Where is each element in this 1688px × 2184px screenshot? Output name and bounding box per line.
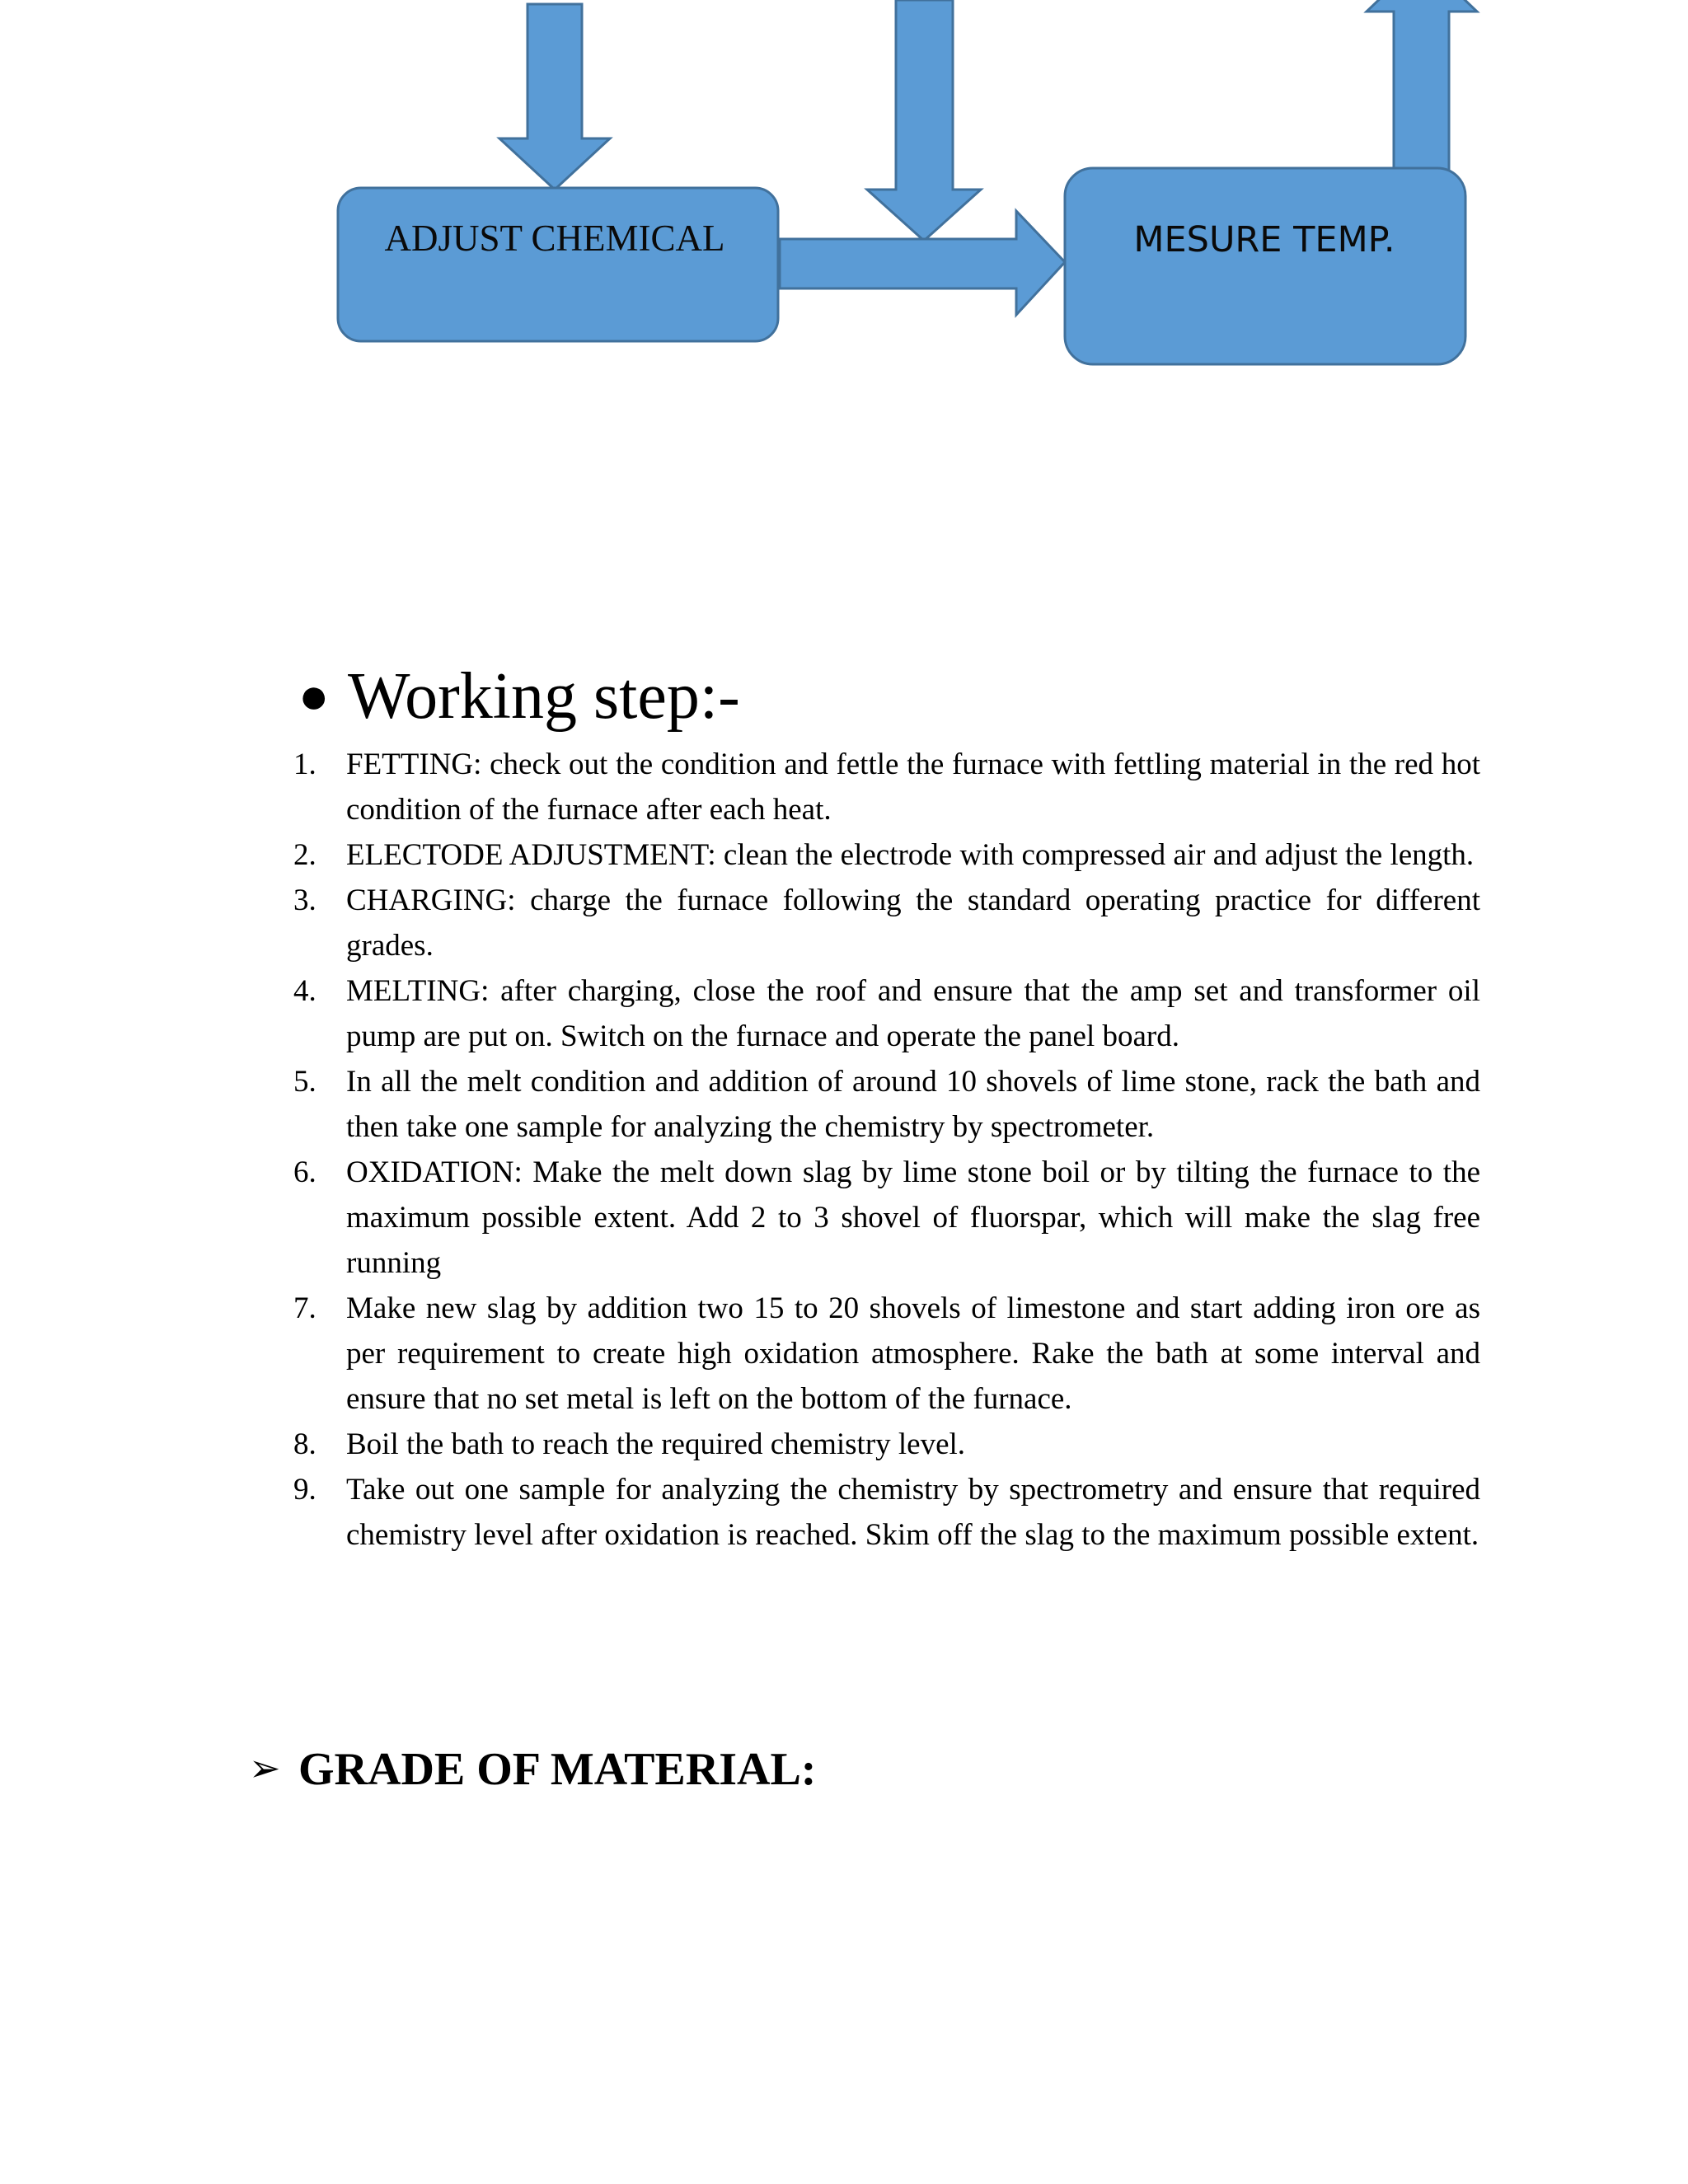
down-arrow-2 [867,0,981,241]
list-item [293,1286,1480,1422]
step-text: ELECTODE ADJUSTMENT: clean the electrode with compressed air and adjust the length. [346,838,1475,872]
step-number: 1. [293,748,316,781]
step-number: 6. [293,1155,316,1189]
step-text: OXIDATION: Make the melt down slag by lime stone boil or by tilting the furnace to the maximum possible extent. Add 2 to 3 shovel of fluorspar, which will make the slag free running [346,1155,1480,1280]
step-number: 7. [293,1291,316,1325]
step-number: 3. [293,883,316,917]
list-item [293,968,1480,1059]
list-item [293,1150,1480,1286]
steps-list [293,742,1480,1558]
step-text: Take out one sample for analyzing the chemistry by spectrometry and ensure that required chemistry level after oxidation is reached. Skim off the slag to the maximum possible extent. [346,1473,1480,1552]
step-number: 5. [293,1065,316,1099]
flowchart [0,0,1688,379]
grade-heading [249,1739,816,1798]
up-arrow [1367,0,1477,173]
bullet-icon: ● [298,668,330,724]
grade-heading-text: GRADE OF MATERIAL: [298,1744,817,1795]
step-text: FETTING: check out the condition and fettle the furnace with fettling material in the red hot condition of the furnace after each heat. [346,748,1480,827]
step-text: Boil the bath to reach the required chemistry level. [346,1427,966,1461]
list-item [293,878,1480,968]
list-item [293,1467,1480,1558]
box-measure-temp [1065,168,1465,364]
step-text: MELTING: after charging, close the roof and ensure that the amp set and transformer oil pump are put on. Switch on the furnace and operate the panel board. [346,974,1480,1053]
step-number: 4. [293,974,316,1008]
step-text: CHARGING: charge the furnace following the standard operating practice for different grades. [346,883,1480,963]
list-item [293,742,1480,832]
box-measure-temp-label: MESURE TEMP. [1133,219,1395,260]
box-adjust-chemical-label: ADJUST CHEMICAL [384,218,725,259]
step-text: In all the melt condition and addition of around 10 shovels of lime stone, rack the bath and then take one sample for analyzing the chemistry by spectrometer. [346,1065,1480,1144]
section-title-text: Working step:- [348,660,740,733]
section-title [298,659,740,733]
list-item [293,832,1480,878]
list-item [293,1059,1480,1150]
step-number: 8. [293,1427,316,1461]
list-item [293,1422,1480,1467]
step-number: 9. [293,1473,316,1507]
step-text: Make new slag by addition two 15 to 20 shovels of limestone and start adding iron ore as per requirement to create high oxidation atmosphere. Rake the bath at some interval and ensure that no set metal is left on the bottom of the furnace. [346,1291,1480,1416]
step-number: 2. [293,838,316,872]
box-adjust-chemical [338,188,778,341]
arrow-bullet-icon: ➢ [249,1746,281,1790]
down-arrow-1 [499,4,610,190]
